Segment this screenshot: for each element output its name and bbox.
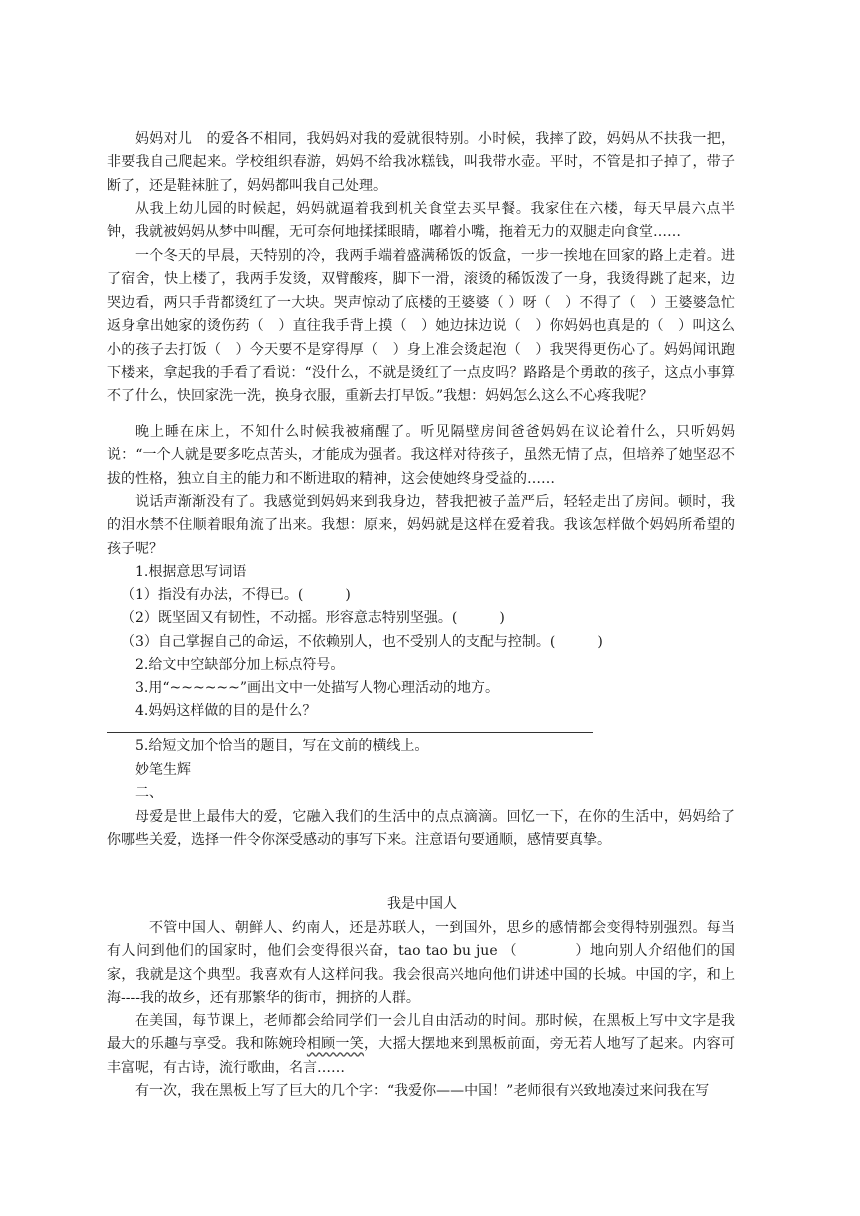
answer-line[interactable] [107, 732, 593, 733]
passage2-paragraph-2-end: ，大摇大摆地来到黑板前面，旁无若人地写了起来。内容可丰富呢，有古诗，流行歌曲，名言…… [107, 1036, 736, 1076]
section-number: 二、 [135, 785, 163, 801]
question-4: 4.妈妈这样做的目的是什么？ [135, 703, 317, 719]
section-heading: 妙笔生辉 [135, 762, 191, 778]
passage2-paragraph-1: 不管中国人、朝鲜人、约南人，还是苏联人，一到国外，思乡的感情都会变得特别强烈。每当有人问到他们的国家时，他们会变得很兴奋，tao tao bu jue （ ）地向别人介绍他们的国家，我就是这个典型。我喜欢有人这样问我。我会很高兴地向他们讲述中国的长城。中国的字，和上海----我的故乡，还有那繁华的街市，拥挤的人群。 [107, 920, 735, 1007]
passage2-paragraph-2-start: 在美国，每节课上，老师都会给同学们一会儿自由活动的时间。那时候，在黑板上写中文字是我最大的乐趣与享受。我和陈婉玲 [107, 1013, 735, 1053]
writing-prompt: 母爱是世上最伟大的爱，它融入我们的生活中的点点滴滴。回忆一下，在你的生活中，妈妈给了你哪些关爱，选择一件令你深受感动的事写下来。注意语句要通顺，感情要真挚。 [107, 809, 735, 849]
question-1-item-3: （3）自己掌握自己的命运，不依赖别人，也不受别人的支配与控制。( ) [121, 634, 603, 650]
question-1-item-2: （2）既坚固又有韧性，不动摇。形容意志特别坚强。( ) [121, 610, 505, 626]
passage2-paragraph-2 [107, 1010, 735, 1080]
passage1-paragraph-2: 从我上幼儿园的时候起，妈妈就逼着我到机关食堂去买早餐。我家住在六楼，每天早晨六点半钟，我就被妈妈从梦中叫醒，无可奈何地揉揉眼睛，嘟着小嘴，拖着无力的双腿走向食堂…… [107, 201, 735, 241]
passage1-paragraph-5: 说话声渐渐没有了。我感觉到妈妈来到我身边，替我把被子盖严后，轻轻走出了房间。顿时，我的泪水禁不住顺着眼角流了出来。我想：原来，妈妈就是这样在爱着我。我该怎样做个妈妈所希望的孩子呢？ [107, 494, 735, 557]
question-1: 1.根据意思写词语 [135, 564, 247, 580]
question-3: 3.用“~~~~~~”画出文中一处描写人物心理活动的地方。 [135, 680, 500, 696]
question-1-item-1: （1）指没有办法，不得已。( ) [121, 587, 351, 603]
wavy-underlined-phrase: 相顾一笑 [306, 1036, 365, 1053]
question-2: 2.给文中空缺部分加上标点符号。 [135, 657, 345, 673]
passage2-title: 我是中国人 [387, 896, 457, 912]
passage2-paragraph-3: 有一次，我在黑板上写了巨大的几个字：“我爱你——中国！”老师很有兴致地凑过来问我在写 [135, 1083, 710, 1099]
question-5: 5.给短文加个恰当的题目，写在文前的横线上。 [135, 738, 429, 754]
passage1-paragraph-1: 妈妈对儿 的爱各不相同，我妈妈对我的爱就很特别。小时候，我摔了跤，妈妈从不扶我一把，非要我自己爬起来。学校组织春游，妈妈不给我冰糕钱，叫我带水壶。平时，不管是扣子掉了，带子断了，还是鞋袜脏了，妈妈都叫我自己处理。 [107, 131, 735, 194]
passage1-paragraph-3: 一个冬天的早晨，天特别的冷，我两手端着盛满稀饭的饭盒，一步一挨地在回家的路上走着。进了宿舍，快上楼了，我两手发烫，双臂酸疼，脚下一滑，滚烫的稀饭泼了一身，我烫得跳了起来，边哭边看，两只手背都烫红了一大块。哭声惊动了底楼的王婆婆（ ）呀（ ）不得了（ ）王婆婆急忙返身拿出她家的烫伤药（ ）直往我手背上摸（ ）她边抹边说（ ）你妈妈也真是的（ ）叫这么小的孩子去打饭（ ）今天要不是穿得厚（ ）身上准会烫起泡（ ）我哭得更伤心了。妈妈闻讯跑下楼来，拿起我的手看了看说：“没什么，不就是烫红了一点皮吗？路路是个勇敢的孩子，这点小事算不了什么，快回家洗一洗，换身衣服，重新去打早饭。”我想：妈妈怎么这么不心疼我呢？ [107, 248, 735, 405]
passage1-paragraph-4: 晚上睡在床上，不知什么时候我被痛醒了。听见隔壁房间爸爸妈妈在议论着什么，只听妈妈说：“一个人就是要多吃点苦头，才能成为强者。我这样对待孩子，虽然无情了点，但培养了她坚忍不拔的性格，独立自主的能力和不断进取的精神，这会使她终身受益的…… [107, 424, 735, 487]
